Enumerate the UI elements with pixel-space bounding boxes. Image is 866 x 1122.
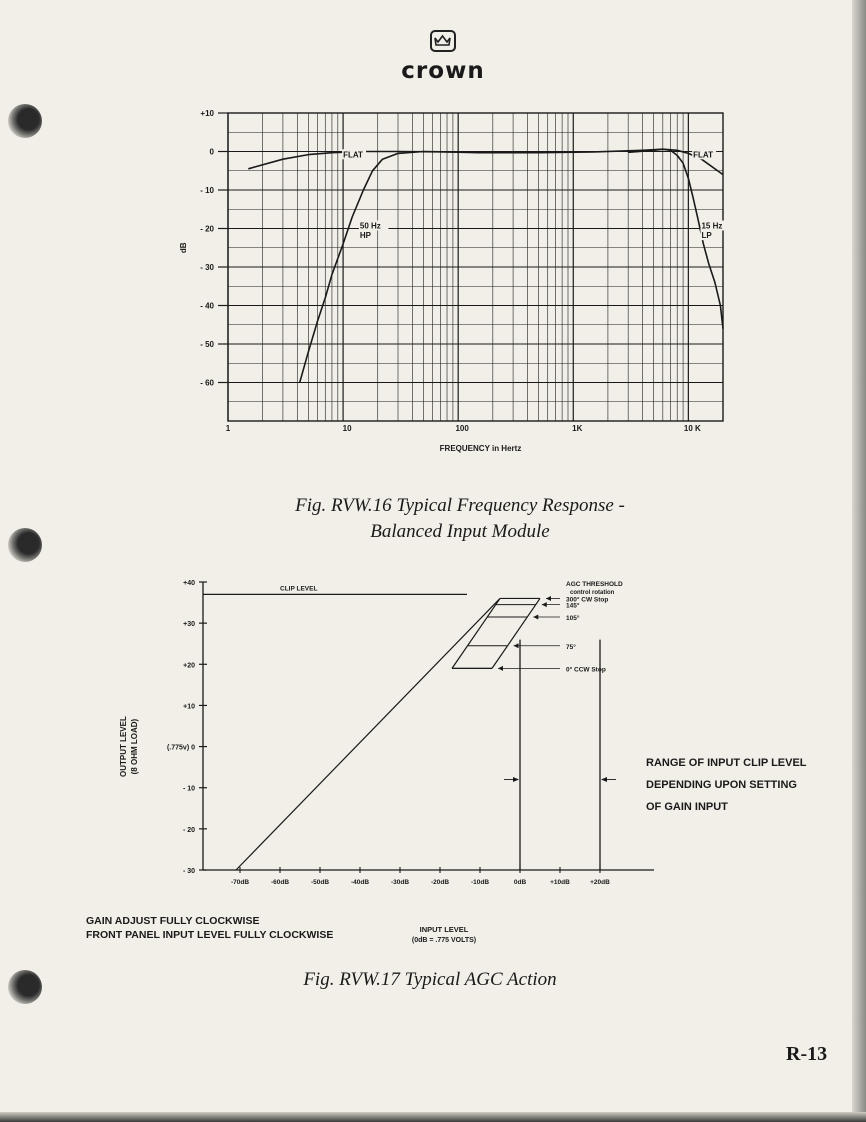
- x-tick-label: 1: [225, 424, 231, 433]
- y-tick-label: - 40: [200, 301, 214, 311]
- x-tick-label: 0dB: [513, 879, 527, 886]
- binder-hole: [8, 104, 42, 138]
- figure-1-caption: [270, 493, 650, 545]
- binder-hole: [8, 528, 42, 562]
- clip-level-label: CLIP LEVEL: [280, 585, 318, 593]
- y-tick-label: +40: [183, 580, 195, 587]
- x-axis-label: FREQUENCY in Hertz: [439, 444, 522, 453]
- y-tick-label: +10: [200, 109, 214, 118]
- series-line-threshold-edge-high: [492, 598, 540, 668]
- threshold-arrowhead: [514, 643, 519, 648]
- y-tick-label: - 30: [200, 263, 214, 272]
- range-arrowhead-right: [601, 777, 607, 782]
- y-tick-label: (.775v) 0: [166, 744, 195, 752]
- threshold-arrowhead: [542, 602, 547, 607]
- threshold-arrowhead: [498, 666, 503, 671]
- y-tick-label: - 30: [182, 868, 195, 875]
- x-axis-label: INPUT LEVEL: [419, 925, 469, 934]
- annotation-label: 50 Hz: [359, 221, 381, 231]
- series-line-output-vs-input: [236, 598, 500, 870]
- x-tick-label: -30dB: [390, 879, 410, 886]
- threshold-label: 0° CCW Stop: [566, 666, 606, 674]
- page-bottom-shadow: [0, 1112, 866, 1122]
- page-number: R-13: [786, 1043, 828, 1065]
- y-tick-label: - 10: [182, 785, 195, 793]
- y-tick-label: - 20: [200, 224, 214, 234]
- logo-text: crown: [401, 58, 485, 84]
- range-note-line: RANGE OF INPUT CLIP LEVEL: [646, 757, 807, 769]
- x-tick-label: -70dB: [230, 879, 250, 886]
- gain-note-line: FRONT PANEL INPUT LEVEL FULLY CLOCKWISE: [86, 929, 334, 941]
- figure-2-caption: Fig. RVW.17 Typical AGC Action: [303, 969, 557, 990]
- threshold-label: 300° CW Stop: [566, 596, 609, 604]
- y-tick-label: +20: [183, 662, 195, 670]
- figure-1-caption-line2: Balanced Input Module: [370, 521, 550, 542]
- crown-logo: [398, 30, 488, 83]
- y-tick-label: - 10: [200, 186, 214, 195]
- range-note-line: OF GAIN INPUT: [646, 801, 728, 813]
- x-tick-label: 10: [342, 424, 352, 433]
- threshold-label: 105°: [566, 614, 580, 622]
- annotation-label: HP: [359, 231, 372, 241]
- y-tick-label: 0: [209, 147, 214, 157]
- threshold-title: AGC THRESHOLD: [566, 581, 623, 588]
- x-tick-label: +20dB: [590, 879, 610, 886]
- annotation-label: FLAT: [343, 150, 363, 160]
- frequency-response-chart: [160, 105, 750, 475]
- range-note-line: DEPENDING UPON SETTING: [646, 779, 797, 791]
- y-tick-label: - 20: [182, 826, 195, 834]
- y-tick-label: +30: [183, 621, 195, 629]
- series-line-threshold-edge-low: [452, 598, 500, 668]
- binder-hole: [8, 970, 42, 1004]
- threshold-subtitle: control rotation: [570, 590, 615, 596]
- y-axis-label: (8 OHM LOAD): [130, 718, 139, 775]
- x-tick-label: -60dB: [270, 879, 290, 886]
- x-tick-label: 10 K: [683, 424, 701, 433]
- threshold-arrowhead: [533, 614, 538, 619]
- range-arrowhead-left: [513, 777, 519, 782]
- annotation-label: FLAT: [693, 150, 713, 160]
- x-tick-label: -50dB: [310, 879, 330, 886]
- y-tick-label: - 60: [200, 378, 214, 388]
- page-edge-shadow: [852, 0, 866, 1122]
- y-axis-label: OUTPUT LEVEL: [119, 716, 128, 778]
- y-axis-label: dB: [179, 242, 188, 254]
- y-tick-label: - 50: [200, 340, 214, 349]
- annotation-label: LP: [701, 231, 712, 241]
- agc-action-chart: [80, 570, 840, 950]
- crown-icon: [430, 30, 456, 52]
- x-tick-label: +10dB: [550, 879, 570, 886]
- figure-1-caption-line1: Fig. RVW.16 Typical Frequency Response -: [295, 495, 625, 516]
- gain-note-line: GAIN ADJUST FULLY CLOCKWISE: [86, 915, 260, 927]
- x-axis-label: (0dB = .775 VOLTS): [411, 937, 477, 944]
- threshold-label: 145°: [566, 602, 580, 610]
- x-tick-label: -40dB: [350, 879, 370, 886]
- threshold-label: 75°: [566, 643, 576, 651]
- y-tick-label: +10: [183, 703, 195, 711]
- x-tick-label: 100: [455, 424, 469, 433]
- threshold-arrowhead: [546, 596, 551, 601]
- x-tick-label: -10dB: [470, 879, 490, 886]
- x-tick-label: 1K: [572, 424, 583, 433]
- x-tick-label: -20dB: [430, 879, 450, 886]
- annotation-label: 15 Hz: [701, 221, 723, 231]
